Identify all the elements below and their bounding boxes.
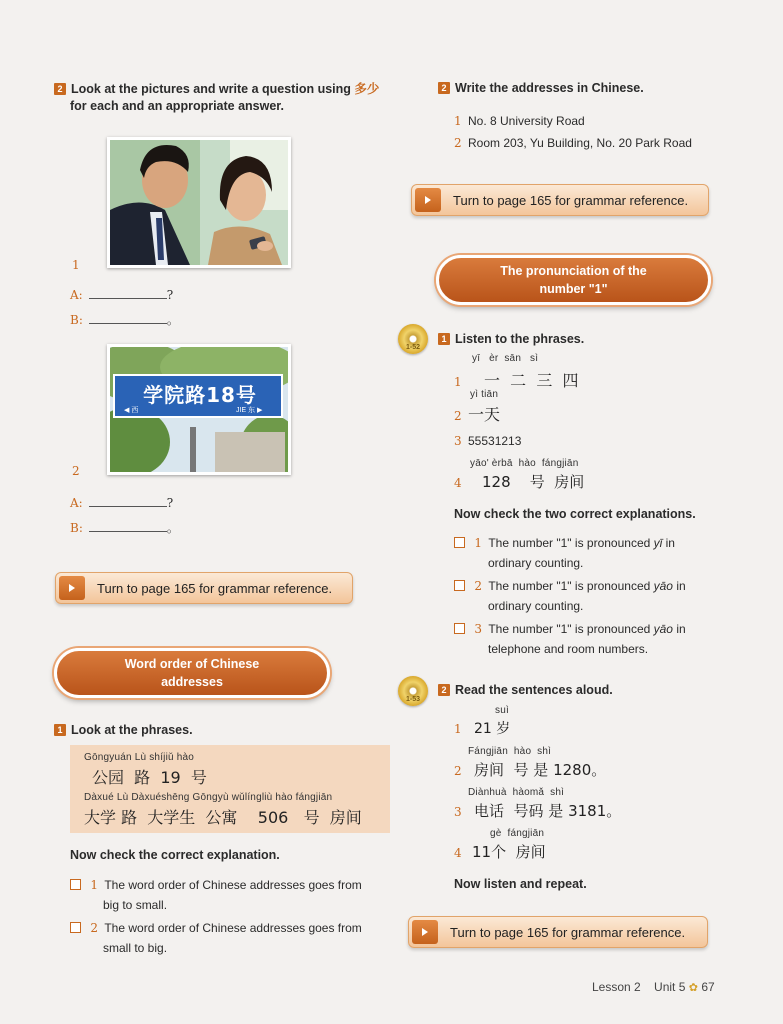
arrow-right-icon bbox=[59, 576, 85, 600]
flower-icon: ✿ bbox=[688, 982, 698, 994]
arrow-right-icon bbox=[412, 920, 438, 944]
phrase-pinyin: yāo' èrbā hào fángjiān bbox=[470, 458, 579, 469]
phrase-hanzi-1: 公园 路 19 号 bbox=[92, 768, 207, 787]
grammar-reference-link[interactable]: Turn to page 165 for grammar reference. bbox=[55, 572, 353, 604]
phrase-pinyin-2: Dàxué Lù Dàxuéshēng Gōngyù wǔlíngliù hào fángjiān bbox=[84, 792, 333, 803]
sentence-pinyin: gè fángjiān bbox=[490, 828, 545, 839]
phrase-item-1: 1 一 二 三 四 bbox=[454, 371, 579, 390]
sentence-pinyin: suì bbox=[495, 705, 509, 716]
listen-repeat-instruction: Now listen and repeat. bbox=[454, 877, 587, 891]
phrase-box bbox=[70, 745, 390, 833]
left-exercise-1-title: 1 Look at the phrases. bbox=[54, 722, 193, 739]
checkbox[interactable] bbox=[70, 922, 81, 933]
exercise-number-badge: 2 bbox=[438, 82, 450, 94]
photo-street-sign bbox=[107, 344, 291, 475]
right-exercise-2-title: 2 Write the addresses in Chinese. bbox=[438, 80, 644, 97]
address-item-2: 2 Room 203, Yu Building, No. 20 Park Road bbox=[454, 136, 692, 150]
footer-unit: Unit 5 bbox=[654, 980, 686, 994]
audio-cd-icon[interactable]: 1-53 bbox=[398, 676, 428, 703]
street-sign-east: JIE 东 ▶ bbox=[236, 407, 263, 414]
street-sign-text: 学院路18号 bbox=[143, 383, 257, 407]
page-footer bbox=[592, 980, 715, 994]
answer-line-a: A: ? bbox=[70, 288, 174, 302]
left-exercise-2-title: 2 Look at the pictures and write a question using 多少 for each and an appropriate answer. bbox=[54, 80, 394, 115]
checkbox[interactable] bbox=[454, 537, 465, 548]
exercise-number-badge: 2 bbox=[54, 83, 66, 95]
question-number: 1 bbox=[72, 258, 80, 272]
phrase-hanzi-2: 大学 路 大学生 公寓 506 号 房间 bbox=[84, 808, 362, 827]
sentence-pinyin: Diànhuà hàomǎ shì bbox=[468, 787, 565, 798]
photo-man-woman-phone bbox=[107, 137, 291, 268]
answer-line-a: A: ? bbox=[70, 496, 174, 510]
address-item-1: 1 No. 8 University Road bbox=[454, 114, 585, 128]
phrase-pinyin-1: Gōngyuán Lù shíjiǔ hào bbox=[84, 752, 195, 763]
answer-line-b: B: 。 bbox=[70, 313, 179, 327]
footer-lesson: Lesson 2 bbox=[592, 980, 641, 994]
audio-cd-icon[interactable]: 1-52 bbox=[398, 324, 428, 351]
checkbox[interactable] bbox=[454, 623, 465, 634]
checkbox[interactable] bbox=[70, 879, 81, 890]
sentence-pinyin: Fángjiān hào shì bbox=[468, 746, 552, 757]
grammar-reference-link[interactable]: Turn to page 165 for grammar reference. bbox=[408, 916, 708, 948]
sentence-item-1: 1 21 岁 bbox=[454, 721, 511, 737]
section-heading-word-order: Word order of Chinese addresses bbox=[54, 648, 330, 698]
option-1: 1 The number "1" is pronounced yī in ordinary counting. bbox=[454, 533, 754, 573]
exercise-number-badge: 2 bbox=[438, 684, 450, 696]
phrase-item-2: 2 一天 bbox=[454, 405, 501, 424]
blank-input[interactable] bbox=[89, 495, 167, 507]
answer-line-b: B: 。 bbox=[70, 521, 179, 535]
footer-page-number: 67 bbox=[701, 980, 715, 994]
sentence-item-4: 4 11个 房间 bbox=[454, 843, 546, 861]
exercise-number-badge: 1 bbox=[54, 724, 66, 736]
right-exercise-1-title: 1 Listen to the phrases. bbox=[438, 331, 584, 348]
blank-input[interactable] bbox=[89, 312, 167, 324]
sentence-item-3: 3 电话 号码 是 3181。 bbox=[454, 802, 622, 820]
question-number: 2 bbox=[72, 464, 80, 478]
phrase-item-3: 3 55531213 bbox=[454, 434, 522, 448]
blank-input[interactable] bbox=[89, 287, 167, 299]
phrase-item-4: 4 128 号 房间 bbox=[454, 473, 585, 491]
grammar-reference-link[interactable]: Turn to page 165 for grammar reference. bbox=[411, 184, 709, 216]
check-instruction: Now check the correct explanation. bbox=[70, 848, 280, 862]
blank-input[interactable] bbox=[89, 520, 167, 532]
option-2: 2 The number "1" is pronounced yāo in ordinary counting. bbox=[454, 576, 754, 616]
exercise-number-badge: 1 bbox=[438, 333, 450, 345]
sentence-item-2: 2 房间 号 是 1280。 bbox=[454, 761, 607, 779]
option-2: 2 The word order of Chinese addresses goes from small to big. bbox=[70, 918, 390, 958]
checkbox[interactable] bbox=[454, 580, 465, 591]
arrow-right-icon bbox=[415, 188, 441, 212]
check-instruction: Now check the two correct explanations. bbox=[454, 507, 696, 521]
phrase-pinyin: yì tiān bbox=[470, 389, 499, 400]
option-3: 3 The number "1" is pronounced yāo in telephone and room numbers. bbox=[454, 619, 754, 659]
option-1: 1 The word order of Chinese addresses goes from big to small. bbox=[70, 875, 390, 915]
street-sign-west: ◀ 西 bbox=[124, 407, 139, 414]
right-exercise-2b-title: 2 Read the sentences aloud. bbox=[438, 682, 613, 699]
phrase-pinyin: yī èr sān sì bbox=[472, 353, 539, 364]
section-heading-pronunciation: The pronunciation of the number "1" bbox=[436, 255, 711, 305]
